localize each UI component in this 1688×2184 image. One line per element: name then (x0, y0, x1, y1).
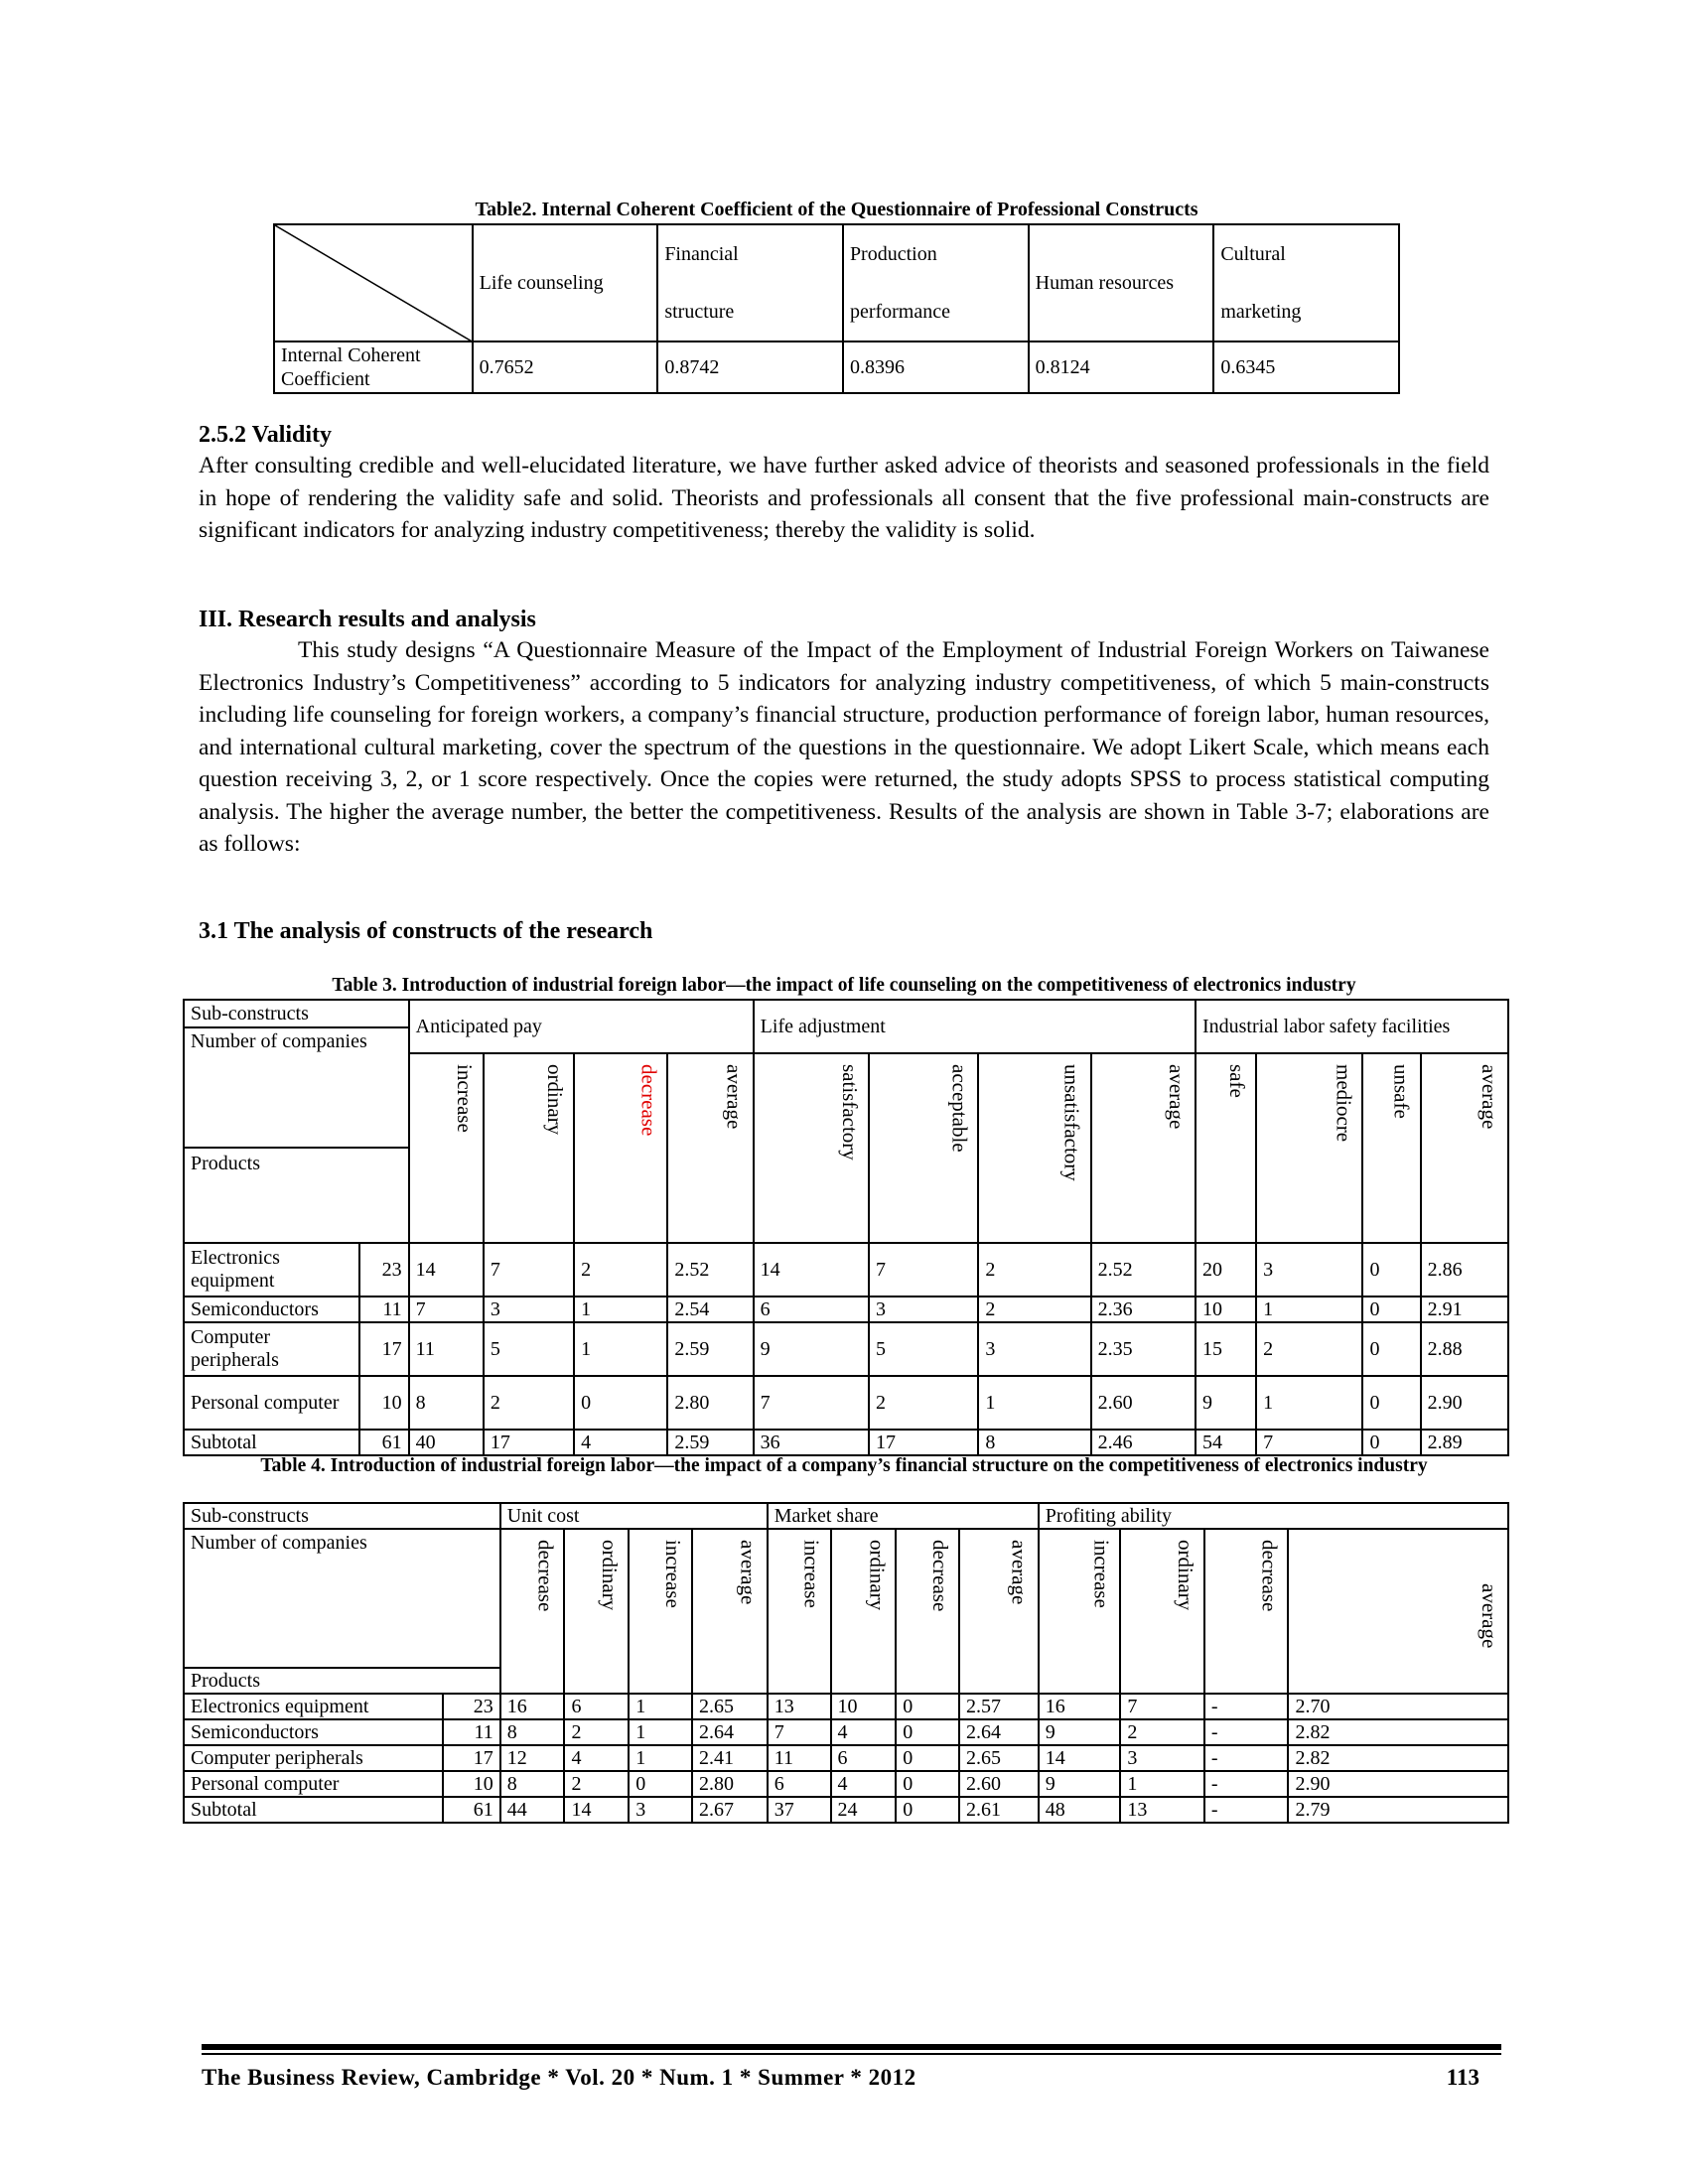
table2-value: 0.8396 (843, 341, 1029, 393)
value-cell: 3 (869, 1297, 978, 1322)
value-cell: 16 (1039, 1694, 1121, 1719)
value-cell: 2 (574, 1243, 667, 1297)
value-cell: 3 (1120, 1745, 1204, 1771)
value-cell: 8 (500, 1771, 565, 1797)
value-cell: 0 (1362, 1243, 1420, 1297)
value-cell: 2.59 (667, 1430, 753, 1455)
value-cell: 2.54 (667, 1297, 753, 1322)
value-cell: 3 (484, 1297, 574, 1322)
value-cell: 5 (484, 1322, 574, 1376)
table2-header-production-performance: Production performance (843, 224, 1029, 341)
value-cell: 14 (1039, 1745, 1121, 1771)
value-cell: 8 (500, 1719, 565, 1745)
table4-col-header: decrease (500, 1529, 565, 1694)
value-cell: 2 (484, 1376, 574, 1430)
table2-value: 0.7652 (473, 341, 658, 393)
value-cell: 2.41 (692, 1745, 768, 1771)
value-cell: 2.79 (1288, 1797, 1508, 1823)
product-name-cell: Computer peripherals (184, 1745, 443, 1771)
table3-col-header: acceptable (869, 1053, 978, 1243)
table-row (184, 1430, 1508, 1455)
validity-paragraph: After consulting credible and well-elucidated literature, we have further asked advice of theorists and seasoned professionals in the field in hope of rendering the validity safe and solid. Theorists and professionals all consent that the five professional main-constructs are significant indicators for analyzing industry competitiveness; thereby the validity is solid. (199, 453, 1489, 543)
company-count-cell: 10 (359, 1376, 409, 1430)
value-cell: - (1204, 1771, 1289, 1797)
value-cell: 17 (869, 1430, 978, 1455)
value-cell: 0 (1362, 1376, 1420, 1430)
table3-col-header-highlighted: decrease (574, 1053, 667, 1243)
value-cell: 7 (1256, 1430, 1362, 1455)
value-cell: 0 (1362, 1322, 1420, 1376)
table4-col-header: increase (629, 1529, 692, 1694)
value-cell: 2.52 (667, 1243, 753, 1297)
value-cell: 4 (564, 1745, 629, 1771)
table2-value: 0.8742 (657, 341, 843, 393)
value-cell: 9 (1039, 1719, 1121, 1745)
value-cell: 2.89 (1421, 1430, 1508, 1455)
table3-col-header: unsatisfactory (978, 1053, 1090, 1243)
value-cell: 20 (1196, 1243, 1256, 1297)
product-name-cell: Electronics equipment (184, 1694, 443, 1719)
value-cell: 0 (629, 1771, 692, 1797)
table3-col-header: average (1421, 1053, 1508, 1243)
company-count-cell: 23 (443, 1694, 500, 1719)
footer-journal-title: The Business Review, Cambridge * Vol. 20 * Num. 1 * Summer * 2012 (202, 2065, 916, 2090)
table-row (184, 1719, 1508, 1745)
value-cell: 1 (1256, 1376, 1362, 1430)
value-cell: 14 (754, 1243, 869, 1297)
product-name-cell: Subtotal (184, 1797, 443, 1823)
table-row (184, 1745, 1508, 1771)
value-cell: 2 (564, 1771, 629, 1797)
table-row (184, 1243, 1508, 1297)
table3-subconstructs-label: Sub-constructs (184, 1000, 409, 1027)
table4 (183, 1502, 1509, 1824)
section-heading-constructs: 3.1 The analysis of constructs of the research (199, 918, 653, 944)
table3-group-life-adjustment: Life adjustment (754, 1000, 1196, 1053)
value-cell: 7 (754, 1376, 869, 1430)
value-cell: 2.61 (959, 1797, 1039, 1823)
value-cell: - (1204, 1797, 1289, 1823)
table4-num-companies-label: Number of companies (184, 1529, 500, 1668)
company-count-cell: 61 (359, 1430, 409, 1455)
table4-col-header: increase (1039, 1529, 1121, 1694)
value-cell: 2.86 (1421, 1243, 1508, 1297)
company-count-cell: 17 (359, 1322, 409, 1376)
value-cell: 0 (896, 1694, 959, 1719)
diagonal-line (275, 225, 474, 342)
table3-col-header: unsafe (1362, 1053, 1420, 1243)
value-cell: 2.65 (692, 1694, 768, 1719)
value-cell: 9 (1039, 1771, 1121, 1797)
table4-group-profiting-ability: Profiting ability (1039, 1503, 1508, 1529)
footer-rule-thin (202, 2053, 1501, 2055)
value-cell: 0 (574, 1376, 667, 1430)
value-cell: 2.70 (1288, 1694, 1508, 1719)
value-cell: 2.46 (1091, 1430, 1196, 1455)
table4-col-header: average (1288, 1529, 1508, 1694)
value-cell: 2 (978, 1297, 1090, 1322)
value-cell: 8 (409, 1376, 484, 1430)
value-cell: 2.35 (1091, 1322, 1196, 1376)
table3-col-header: satisfactory (754, 1053, 869, 1243)
value-cell: 0 (1362, 1430, 1420, 1455)
value-cell: 40 (409, 1430, 484, 1455)
value-cell: 37 (768, 1797, 831, 1823)
table3-col-header: mediocre (1256, 1053, 1362, 1243)
value-cell: 2.67 (692, 1797, 768, 1823)
value-cell: 44 (500, 1797, 565, 1823)
value-cell: 14 (564, 1797, 629, 1823)
value-cell: 1 (574, 1322, 667, 1376)
value-cell: 2.88 (1421, 1322, 1508, 1376)
table2 (273, 223, 1400, 394)
table4-group-market-share: Market share (768, 1503, 1039, 1529)
value-cell: 2.64 (692, 1719, 768, 1745)
table3 (183, 999, 1509, 1456)
table2-header-financial-structure: Financial structure (657, 224, 843, 341)
value-cell: 13 (768, 1694, 831, 1719)
table4-col-header: increase (768, 1529, 831, 1694)
value-cell: 7 (409, 1297, 484, 1322)
table3-col-header: safe (1196, 1053, 1256, 1243)
value-cell: - (1204, 1745, 1289, 1771)
value-cell: 2.90 (1421, 1376, 1508, 1430)
value-cell: 14 (409, 1243, 484, 1297)
value-cell: 2.91 (1421, 1297, 1508, 1322)
value-cell: 4 (831, 1719, 897, 1745)
value-cell: 6 (754, 1297, 869, 1322)
table3-col-header: ordinary (484, 1053, 574, 1243)
table2-value: 0.8124 (1029, 341, 1214, 393)
table4-products-label: Products (184, 1668, 500, 1694)
value-cell: 3 (1256, 1243, 1362, 1297)
value-cell: 9 (1196, 1376, 1256, 1430)
value-cell: 2.82 (1288, 1719, 1508, 1745)
value-cell: 54 (1196, 1430, 1256, 1455)
value-cell: 2.60 (959, 1771, 1039, 1797)
value-cell: 10 (831, 1694, 897, 1719)
table2-header-human-resources: Human resources (1029, 224, 1214, 341)
value-cell: 2 (869, 1376, 978, 1430)
value-cell: 2.60 (1091, 1376, 1196, 1430)
value-cell: 2 (1120, 1719, 1204, 1745)
company-count-cell: 23 (359, 1243, 409, 1297)
table4-body (184, 1694, 1508, 1823)
table4-col-header: average (959, 1529, 1039, 1694)
value-cell: 1 (629, 1694, 692, 1719)
footer-rule-thick (202, 2044, 1501, 2050)
table4-col-header: decrease (1204, 1529, 1289, 1694)
value-cell: 13 (1120, 1797, 1204, 1823)
value-cell: 15 (1196, 1322, 1256, 1376)
table3-col-header: increase (409, 1053, 484, 1243)
value-cell: 2.80 (667, 1376, 753, 1430)
company-count-cell: 11 (359, 1297, 409, 1322)
company-count-cell: 17 (443, 1745, 500, 1771)
table4-caption: Table 4. Introduction of industrial foreign labor—the impact of a company’s financial structure on the competitiveness of electronics industry (260, 1455, 1428, 1476)
table-row (184, 1797, 1508, 1823)
company-count-cell: 61 (443, 1797, 500, 1823)
value-cell: 2.36 (1091, 1297, 1196, 1322)
value-cell: 6 (564, 1694, 629, 1719)
value-cell: 1 (574, 1297, 667, 1322)
value-cell: 0 (896, 1719, 959, 1745)
value-cell: 7 (1120, 1694, 1204, 1719)
table4-col-header: ordinary (564, 1529, 629, 1694)
value-cell: 0 (896, 1797, 959, 1823)
company-count-cell: 11 (443, 1719, 500, 1745)
value-cell: 7 (768, 1719, 831, 1745)
table2-value: 0.6345 (1213, 341, 1399, 393)
value-cell: 4 (831, 1771, 897, 1797)
product-name-cell: Subtotal (184, 1430, 359, 1455)
value-cell: 2.59 (667, 1322, 753, 1376)
value-cell: 2.57 (959, 1694, 1039, 1719)
value-cell: 2.65 (959, 1745, 1039, 1771)
product-name-cell: Semiconductors (184, 1297, 359, 1322)
table3-group-safety-facilities: Industrial labor safety facilities (1196, 1000, 1508, 1053)
value-cell: 11 (768, 1745, 831, 1771)
table4-col-header: ordinary (1120, 1529, 1204, 1694)
value-cell: 2.82 (1288, 1745, 1508, 1771)
table3-products-label: Products (184, 1148, 409, 1243)
value-cell: 0 (896, 1771, 959, 1797)
value-cell: 6 (831, 1745, 897, 1771)
table4-col-header: average (692, 1529, 768, 1694)
value-cell: 0 (1362, 1297, 1420, 1322)
value-cell: 2.64 (959, 1719, 1039, 1745)
value-cell: 10 (1196, 1297, 1256, 1322)
table3-col-header: average (667, 1053, 753, 1243)
value-cell: 6 (768, 1771, 831, 1797)
product-name-cell: Personal computer (184, 1376, 359, 1430)
company-count-cell: 10 (443, 1771, 500, 1797)
value-cell: 1 (978, 1376, 1090, 1430)
value-cell: 2 (978, 1243, 1090, 1297)
table3-caption: Table 3. Introduction of industrial foreign labor—the impact of life counseling on the competitiveness of electronics industry (332, 975, 1356, 996)
product-name-cell: Electronics equipment (184, 1243, 359, 1297)
table3-num-companies-label: Number of companies (184, 1027, 409, 1148)
value-cell: 7 (484, 1243, 574, 1297)
table4-col-header: ordinary (831, 1529, 897, 1694)
section-heading-validity: 2.5.2 Validity (199, 422, 333, 448)
value-cell: 2.52 (1091, 1243, 1196, 1297)
value-cell: 1 (1120, 1771, 1204, 1797)
value-cell: 12 (500, 1745, 565, 1771)
value-cell: 2 (1256, 1322, 1362, 1376)
value-cell: 1 (629, 1719, 692, 1745)
table-row (184, 1322, 1508, 1376)
value-cell: 48 (1039, 1797, 1121, 1823)
value-cell: 2.80 (692, 1771, 768, 1797)
table2-corner-cell (274, 224, 473, 341)
table2-header-life-counseling: Life counseling (473, 224, 658, 341)
value-cell: 8 (978, 1430, 1090, 1455)
value-cell: - (1204, 1719, 1289, 1745)
value-cell: 3 (629, 1797, 692, 1823)
product-name-cell: Personal computer (184, 1771, 443, 1797)
value-cell: 0 (896, 1745, 959, 1771)
value-cell: 2.90 (1288, 1771, 1508, 1797)
value-cell: 1 (1256, 1297, 1362, 1322)
table4-col-header: decrease (896, 1529, 959, 1694)
value-cell: 36 (754, 1430, 869, 1455)
footer-page-number: 113 (1446, 2065, 1479, 2090)
product-name-cell: Computer peripherals (184, 1322, 359, 1376)
table3-col-header: average (1091, 1053, 1196, 1243)
table-row (184, 1376, 1508, 1430)
table3-body (184, 1243, 1508, 1455)
value-cell: 16 (500, 1694, 565, 1719)
table-row (184, 1297, 1508, 1322)
table2-caption: Table2. Internal Coherent Coefficient of the Questionnaire of Professional Constructs (475, 199, 1198, 220)
value-cell: 24 (831, 1797, 897, 1823)
value-cell: 7 (869, 1243, 978, 1297)
table-row (184, 1694, 1508, 1719)
value-cell: 4 (574, 1430, 667, 1455)
value-cell: 1 (629, 1745, 692, 1771)
section-heading-results: III. Research results and analysis (199, 607, 536, 632)
table2-row-label: Internal Coherent Coefficient (274, 341, 473, 393)
value-cell: 5 (869, 1322, 978, 1376)
product-name-cell: Semiconductors (184, 1719, 443, 1745)
value-cell: 9 (754, 1322, 869, 1376)
value-cell: 3 (978, 1322, 1090, 1376)
value-cell: 11 (409, 1322, 484, 1376)
table4-subconstructs-label: Sub-constructs (184, 1503, 500, 1529)
table4-group-unit-cost: Unit cost (500, 1503, 768, 1529)
results-paragraph: This study designs “A Questionnaire Measure of the Impact of the Employment of Industrial Foreign Workers on Taiwanese Electronics Industry’s Competitiveness” according to 5 indicators for analyzing industry competitiveness, of which 5 main-constructs including life counseling for foreign workers, a company’s financial structure, production performance of foreign labor, human resources, and international cultural marketing, cover the spectrum of the questions in the questionnaire. We adopt Likert Scale, which means each question receiving 3, 2, or 1 score respectively. Once the copies were returned, the study adopts SPSS to process statistical computing analysis. The higher the average number, the better the competitiveness. Results of the analysis are shown in Table 3-7; elaborations are as follows: (199, 637, 1489, 857)
value-cell: - (1204, 1694, 1289, 1719)
table3-group-anticipated-pay: Anticipated pay (409, 1000, 754, 1053)
table2-header-cultural-marketing: Cultural marketing (1213, 224, 1399, 341)
table-row (184, 1771, 1508, 1797)
value-cell: 2 (564, 1719, 629, 1745)
value-cell: 17 (484, 1430, 574, 1455)
